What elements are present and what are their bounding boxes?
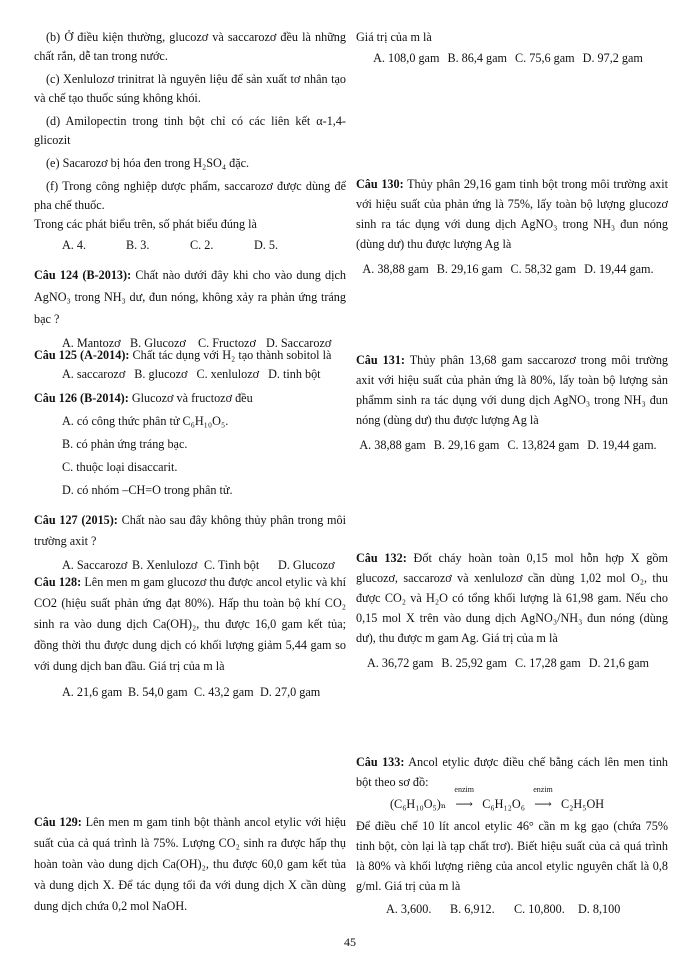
statement-c: (c) Xenlulozơ trinitrat là nguyên liệu để sản xuất tơ nhân tạo và chế tạo thuốc súng không khói.	[34, 72, 346, 105]
scheme-reactant: (C₆H₁₀O₅)ₙ	[390, 797, 447, 811]
option-d: D. Glucozơ	[278, 558, 335, 572]
option-b: B. 29,16 gam	[433, 438, 500, 452]
option-d: D. 5.	[254, 238, 279, 252]
option-b: B. có phản ứng tráng bạc.	[62, 437, 188, 451]
question-text: Ancol etylic được điều chế bằng cách lên men tinh bột theo sơ đồ:	[356, 755, 669, 789]
option-a: A. có công thức phân tử C₆H₁₀O₅.	[62, 414, 229, 428]
question-131	[356, 350, 668, 459]
question-label: Câu 130:	[356, 177, 404, 191]
option-a: A. 4.	[62, 238, 87, 252]
answer-options	[356, 260, 668, 279]
option-d: D. 27,0 gam	[260, 685, 321, 699]
statement-d: (d) Amilopectin trong tinh bột chỉ có các liên kết α-1,4-glicozit	[34, 114, 346, 147]
question-text: Thủy phân 13,68 gam saccarozơ trong môi trường axit với hiệu suất của phản ứng là 80%, lấy toàn bộ lượng sản phẩmm sinh ra tác dụng với dung dịch AgNO₃ trong NH₃ đun nóng (dùng dư) thu được lượng Ag là	[356, 353, 669, 427]
arrow-label: enzim	[454, 785, 474, 794]
answer-options	[34, 683, 346, 702]
option-b: B. 25,92 gam	[441, 656, 508, 670]
option-c: C. 75,6 gam	[515, 51, 575, 65]
option-d: D. 19,44 gam.	[584, 262, 654, 276]
question-126	[34, 389, 346, 500]
page-number: 45	[344, 935, 356, 949]
option-a: A. saccarozơ	[62, 367, 126, 381]
option-b: B. glucozơ	[134, 367, 188, 381]
question-text: Đốt cháy hoàn toàn 0,15 mol hỗn hợp X gồm glucozơ, saccarozơ và xenlulozơ cần dùng 1,02 mol O₂, thu được CO₂ và H₂O có tổng khối lượng là 61,98 gam. Nếu cho 0,15 mol X trên vào dung dịch AgNO₃/NH₃ đun nóng (dùng dư), thu được m gam Ag. Giá trị của m là	[356, 551, 669, 645]
question-ask: Trong các phát biểu trên, số phát biểu đúng là	[34, 217, 257, 231]
option-a: A. 21,6 gam	[62, 685, 123, 699]
question-text: Glucozơ và fructozơ đều	[131, 391, 253, 405]
question-text: Chất nào dưới đây khi cho vào dung dịch AgNO₃ trong NH₃ dư, đun nóng, không xảy ra phản ứng tráng bạc ?	[34, 268, 347, 326]
option-d: D. 21,6 gam	[588, 656, 649, 670]
option-b: B. 54,0 gam	[128, 685, 188, 699]
option-b: B. Glucozơ	[130, 336, 186, 350]
option-a: A. 38,88 gam	[362, 262, 429, 276]
option-b: B. 3.	[126, 238, 150, 252]
question-label: Câu 129:	[34, 815, 82, 829]
question-label: Câu 133:	[356, 755, 405, 769]
question-label: Câu 125 (A-2014):	[34, 348, 130, 362]
option-c: C. xenlulozơ	[196, 367, 260, 381]
arrow-label: enzim	[533, 785, 553, 794]
arrow-icon: enzim ⟶	[528, 794, 558, 814]
question-124	[34, 264, 346, 357]
option-a: A. 36,72 gam	[367, 656, 434, 670]
reaction-scheme	[356, 785, 668, 814]
option-c: C. 2.	[190, 238, 214, 252]
question-text-continued: Để điều chế 10 lít ancol etylic 46° cần m kg gạo (chứa 75% tinh bột, còn lại là tạp chất trơ). Biết hiệu suất của cả quá trình là 80% và khối lượng riêng của ancol etylic nguyên chất là 0,8 g/ml. Giá trị của m là	[356, 819, 668, 893]
option-c: C. 43,2 gam	[194, 685, 254, 699]
statement-b: (b) Ở điều kiện thường, glucozơ và saccarozơ đều là những chất rắn, dễ tan trong nước.	[34, 30, 346, 63]
question-label: Câu 124 (B-2013):	[34, 268, 132, 282]
option-c: C. 58,32 gam	[510, 262, 577, 276]
answer-options	[356, 654, 668, 673]
question-133	[356, 752, 668, 923]
question-label: Câu 131:	[356, 353, 405, 367]
scheme-intermediate: C₆H₁₂O₆	[482, 797, 525, 811]
statement-f: (f) Trong công nghiệp dược phẩm, saccarozơ được dùng để pha chế thuốc.	[34, 179, 346, 212]
question-label: Câu 127 (2015):	[34, 513, 118, 527]
arrow-icon: enzim ⟶	[449, 794, 479, 814]
option-d: D. Saccarozơ	[266, 336, 332, 350]
question-text: Chất nào sau đây không thủy phân trong môi trường axit ?	[34, 513, 346, 548]
option-c: C. 10,800.	[514, 902, 565, 916]
question-129	[34, 812, 346, 917]
option-d: D. tinh bột	[268, 367, 321, 381]
question-130	[356, 174, 668, 283]
option-a: A. 38,88 gam	[359, 438, 426, 452]
question-129-continued	[356, 28, 668, 72]
option-c: C. Fructozơ	[198, 336, 256, 350]
question-ask: Giá trị của m là	[356, 30, 432, 44]
question-text: Lên men m gam tinh bột thành ancol etylic với hiệu suất của cả quá trình là 75%. Lượng CO₂ sinh ra được hấp thụ hoàn toàn vào dung dịch Ca(OH)₂, thu được 60,0 gam kết tủa và dung dịch X. Để tác dụng tối đa với dung dịch X cần dùng dung dịch chứa 0,2 mol NaOH.	[34, 815, 347, 913]
question-label: Câu 128:	[34, 575, 82, 589]
option-c: C. Tinh bột	[204, 558, 260, 572]
option-b: B. Xenlulozơ	[132, 558, 198, 572]
option-d: D. có nhóm –CH=O trong phân tử.	[62, 483, 233, 497]
question-125	[34, 346, 346, 384]
option-a: A. 3,600.	[386, 902, 432, 916]
option-d: D. 8,100	[578, 902, 621, 916]
option-b: B. 6,912.	[450, 902, 495, 916]
question-text: Chất tác dụng với H₂ tạo thành sobitol là	[132, 348, 332, 362]
question-text: Lên men m gam glucozơ thu được ancol etylic và khí CO2 (hiệu suất phản ứng đạt 80%). Hấp thu toàn bộ khí CO₂ sinh ra vào dung dịch Ca(OH)₂, thu được 16,0 gam kết tủa; đồng thời thu được dung dịch có khối lượng giảm 5,44 gam so với dung dịch ban đầu. Giá trị của m là	[34, 575, 347, 673]
option-c: C. 13,824 gam	[507, 438, 580, 452]
option-b: B. 86,4 gam	[447, 51, 508, 65]
statement-e: (e) Sacarozơ bị hóa đen trong H₂SO₄ đặc.	[46, 156, 250, 170]
option-c: C. 17,28 gam	[515, 656, 581, 670]
question-text: Thủy phân 29,16 gam tinh bột trong môi trường axit với hiệu suất của phản ứng là 75%, lấy toàn bộ lượng glucozơ sinh ra tác dụng với dung dịch AgNO₃ trong NH₃ đun nóng (dùng dư) thu được lượng Ag là	[356, 177, 669, 251]
answer-options	[34, 365, 346, 384]
question-132	[356, 548, 668, 677]
option-a: A. Saccarozơ	[62, 558, 128, 572]
option-d: D. 19,44 gam.	[587, 438, 657, 452]
option-d: D. 97,2 gam	[582, 51, 643, 65]
question-128	[34, 572, 346, 706]
answer-options	[356, 900, 668, 919]
answer-options	[356, 49, 668, 68]
answer-options	[34, 236, 346, 255]
answer-options	[356, 436, 668, 455]
question-123-continued	[34, 28, 346, 259]
option-c: C. thuộc loại disaccarit.	[62, 460, 178, 474]
option-b: B. 29,16 gam	[436, 262, 503, 276]
question-label: Câu 126 (B-2014):	[34, 391, 129, 405]
question-label: Câu 132:	[356, 551, 407, 565]
option-a: A. 108,0 gam	[373, 51, 440, 65]
option-a: A. Mantozơ	[62, 336, 121, 350]
question-127	[34, 510, 346, 579]
scheme-product: C₂H₅OH	[561, 797, 605, 811]
